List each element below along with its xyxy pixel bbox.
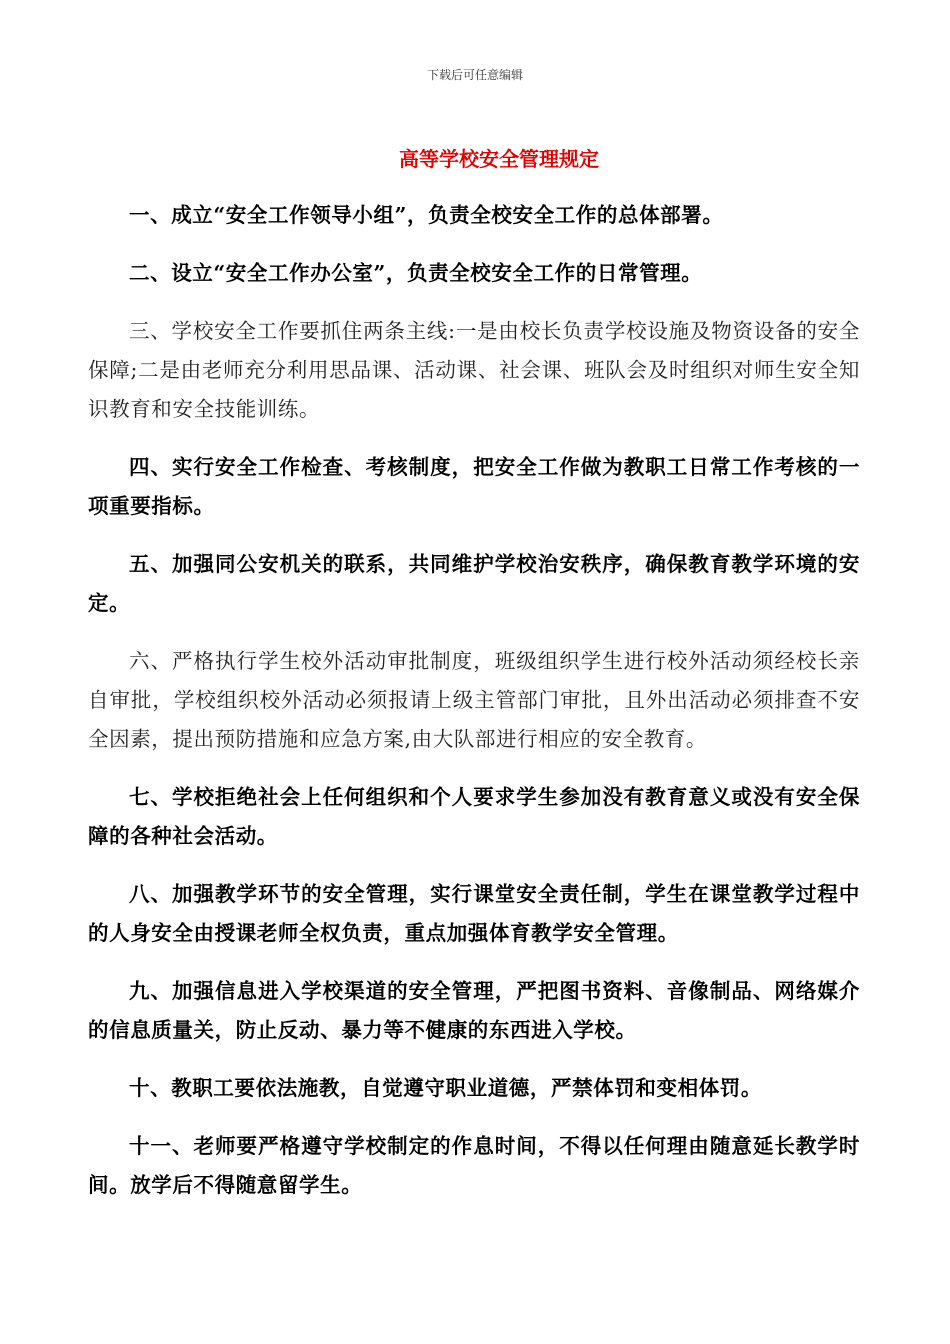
paragraph-2: 二、设立“安全工作办公室”，负责全校安全工作的日常管理。 <box>129 261 703 285</box>
paragraph-1: 一、成立“安全工作领导小组”，负责全校安全工作的总体部署。 <box>129 203 724 227</box>
paragraph-3: 三、学校安全工作要抓住两条主线:一是由校长负责学校设施及物资设备的安全保障;二是由老师充分利用思品课、活动课、社会课、班队会及时组织对师生安全知识教育和安全技能训练。 <box>88 319 860 421</box>
document-body <box>88 196 860 1205</box>
paragraph-6: 六、严格执行学生校外活动审批制度，班级组织学生进行校外活动须经校长亲自审批，学校组织校外活动必须报请上级主管部门审批，且外出活动必须排查不安全因素，提出预防措施和应急方案,由大队部进行相应的安全教育。 <box>88 649 860 751</box>
paragraph-7: 七、学校拒绝社会上任何组织和个人要求学生参加没有教育意义或没有安全保障的各种社会活动。 <box>88 785 860 848</box>
paragraph-4: 四、实行安全工作检查、考核制度，把安全工作做为教职工日常工作考核的一项重要指标。 <box>88 455 860 518</box>
header-note: 下载后可任意编辑 <box>426 68 523 82</box>
paragraph-10: 十、教职工要依法施教，自觉遵守职业道德，严禁体罚和变相体罚。 <box>129 1076 762 1100</box>
paragraph-5: 五、加强同公安机关的联系，共同维护学校治安秩序，确保教育教学环境的安定。 <box>88 552 860 615</box>
paragraph-8: 八、加强教学环节的安全管理，实行课堂安全责任制，学生在课堂教学过程中的人身安全由授课老师全权负责，重点加强体育教学安全管理。 <box>88 882 860 945</box>
document-title: 高等学校安全管理规定 <box>399 147 599 171</box>
paragraph-11: 十一、老师要严格遵守学校制定的作息时间，不得以任何理由随意延长教学时间。放学后不得随意留学生。 <box>88 1134 860 1197</box>
paragraph-9: 九、加强信息进入学校渠道的安全管理，严把图书资料、音像制品、网络媒介的信息质量关，防止反动、暴力等不健康的东西进入学校。 <box>88 979 860 1042</box>
